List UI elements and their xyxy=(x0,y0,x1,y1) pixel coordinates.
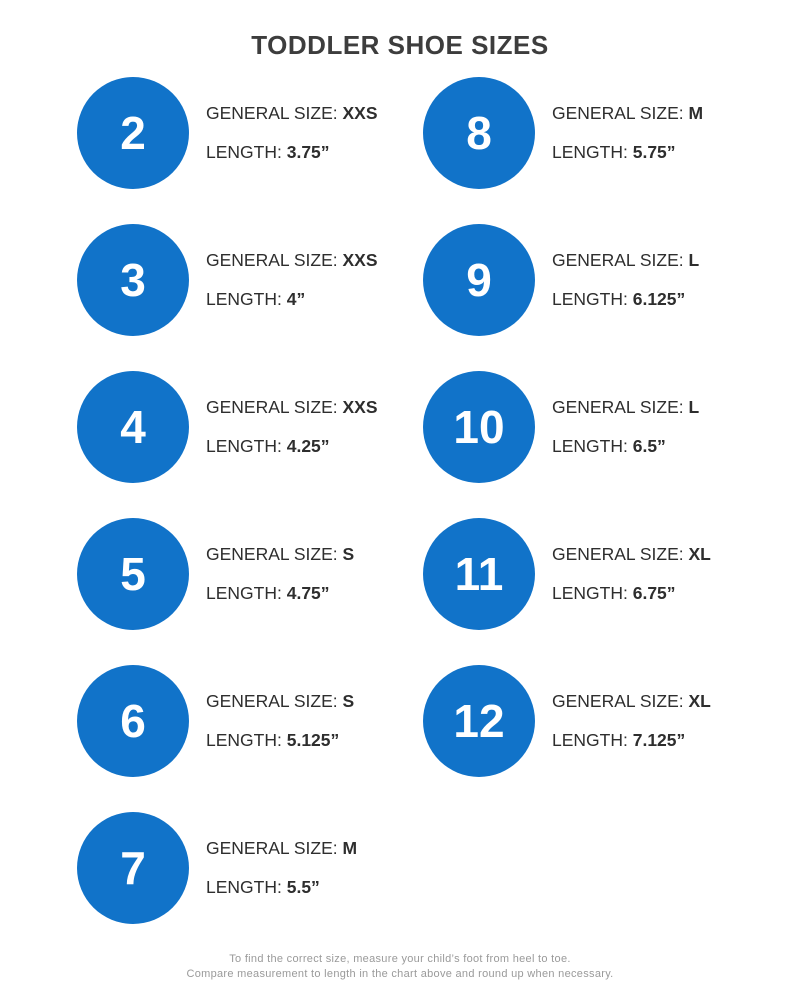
length-line xyxy=(552,721,711,760)
size-circle xyxy=(423,518,535,630)
size-circle xyxy=(77,812,189,924)
length-line xyxy=(552,574,711,613)
general-size-label: GENERAL SIZE: xyxy=(206,838,338,858)
size-number: 4 xyxy=(120,401,146,453)
length-line xyxy=(206,721,354,760)
size-info xyxy=(552,682,711,760)
general-size-label: GENERAL SIZE: xyxy=(552,103,684,123)
general-size-line xyxy=(552,388,699,427)
size-entry-10 xyxy=(423,371,699,483)
length-value: 6.75” xyxy=(632,583,676,603)
general-size-line xyxy=(206,241,378,280)
size-info xyxy=(206,682,354,760)
size-entry-7 xyxy=(77,812,357,924)
size-entry-5 xyxy=(77,518,354,630)
length-line xyxy=(552,427,699,466)
size-number: 9 xyxy=(466,254,492,306)
general-size-label: GENERAL SIZE: xyxy=(206,250,338,270)
size-info xyxy=(552,388,699,466)
size-entry-8 xyxy=(423,77,703,189)
size-circle xyxy=(77,224,189,336)
general-size-line xyxy=(206,682,354,721)
size-number: 2 xyxy=(120,107,146,159)
size-info xyxy=(552,241,699,319)
general-size-value: XL xyxy=(688,544,711,564)
general-size-label: GENERAL SIZE: xyxy=(552,397,684,417)
size-entry-9 xyxy=(423,224,699,336)
size-info xyxy=(206,535,354,613)
footer-line-2: Compare measurement to length in the chart above and round up when necessary. xyxy=(186,968,614,980)
page-title: TODDLER SHOE SIZES xyxy=(251,30,549,60)
size-circle xyxy=(77,518,189,630)
size-info xyxy=(206,94,378,172)
general-size-line xyxy=(552,241,699,280)
size-circle xyxy=(423,665,535,777)
length-value: 6.125” xyxy=(632,289,686,309)
length-line xyxy=(206,868,357,907)
size-info xyxy=(552,535,711,613)
size-number: 5 xyxy=(120,548,146,600)
length-value: 4.75” xyxy=(286,583,330,603)
length-label: LENGTH: xyxy=(206,436,282,456)
size-number: 8 xyxy=(466,107,492,159)
size-number: 3 xyxy=(120,254,146,306)
general-size-line xyxy=(206,535,354,574)
size-info xyxy=(206,388,378,466)
size-circle xyxy=(423,371,535,483)
length-value: 4” xyxy=(286,289,306,309)
length-value: 5.5” xyxy=(286,877,320,897)
length-line xyxy=(552,280,699,319)
general-size-label: GENERAL SIZE: xyxy=(552,250,684,270)
general-size-label: GENERAL SIZE: xyxy=(206,544,338,564)
size-number: 10 xyxy=(453,401,505,453)
length-label: LENGTH: xyxy=(206,583,282,603)
general-size-value: M xyxy=(688,103,704,123)
general-size-line xyxy=(552,535,711,574)
length-line xyxy=(552,133,703,172)
general-size-value: XXS xyxy=(342,397,378,417)
size-circle xyxy=(77,371,189,483)
size-info xyxy=(206,241,378,319)
general-size-label: GENERAL SIZE: xyxy=(206,103,338,123)
general-size-value: L xyxy=(688,250,700,270)
size-number: 11 xyxy=(454,548,504,600)
length-label: LENGTH: xyxy=(206,730,282,750)
general-size-line xyxy=(206,829,357,868)
general-size-line xyxy=(552,94,703,133)
general-size-label: GENERAL SIZE: xyxy=(552,544,684,564)
footer-note xyxy=(0,952,800,982)
length-line xyxy=(206,133,378,172)
general-size-line xyxy=(206,388,378,427)
length-label: LENGTH: xyxy=(552,436,628,456)
size-circle xyxy=(77,665,189,777)
general-size-label: GENERAL SIZE: xyxy=(552,691,684,711)
length-label: LENGTH: xyxy=(552,583,628,603)
size-number: 6 xyxy=(120,695,146,747)
size-info xyxy=(206,829,357,907)
general-size-value: S xyxy=(342,544,355,564)
size-entry-2 xyxy=(77,77,378,189)
length-value: 6.5” xyxy=(632,436,666,456)
length-value: 4.25” xyxy=(286,436,330,456)
length-label: LENGTH: xyxy=(552,289,628,309)
length-value: 3.75” xyxy=(286,142,330,162)
length-value: 5.125” xyxy=(286,730,340,750)
size-circle xyxy=(423,77,535,189)
general-size-label: GENERAL SIZE: xyxy=(206,691,338,711)
length-value: 5.75” xyxy=(632,142,676,162)
size-entry-6 xyxy=(77,665,354,777)
length-line xyxy=(206,427,378,466)
size-entry-3 xyxy=(77,224,378,336)
size-entry-11 xyxy=(423,518,711,630)
size-circle xyxy=(77,77,189,189)
general-size-value: XXS xyxy=(342,103,378,123)
length-value: 7.125” xyxy=(632,730,686,750)
general-size-value: M xyxy=(342,838,358,858)
length-label: LENGTH: xyxy=(552,142,628,162)
general-size-label: GENERAL SIZE: xyxy=(206,397,338,417)
size-entry-4 xyxy=(77,371,378,483)
general-size-value: L xyxy=(688,397,700,417)
length-line xyxy=(206,574,354,613)
footer-line-1: To find the correct size, measure your child’s foot from heel to toe. xyxy=(229,953,571,965)
general-size-value: XL xyxy=(688,691,711,711)
length-label: LENGTH: xyxy=(206,142,282,162)
size-number: 7 xyxy=(120,842,146,894)
general-size-line xyxy=(552,682,711,721)
size-entry-12 xyxy=(423,665,711,777)
length-label: LENGTH: xyxy=(206,289,282,309)
length-label: LENGTH: xyxy=(552,730,628,750)
length-line xyxy=(206,280,378,319)
length-label: LENGTH: xyxy=(206,877,282,897)
size-circle xyxy=(423,224,535,336)
size-info xyxy=(552,94,703,172)
general-size-line xyxy=(206,94,378,133)
general-size-value: XXS xyxy=(342,250,378,270)
general-size-value: S xyxy=(342,691,355,711)
size-number: 12 xyxy=(453,695,505,747)
